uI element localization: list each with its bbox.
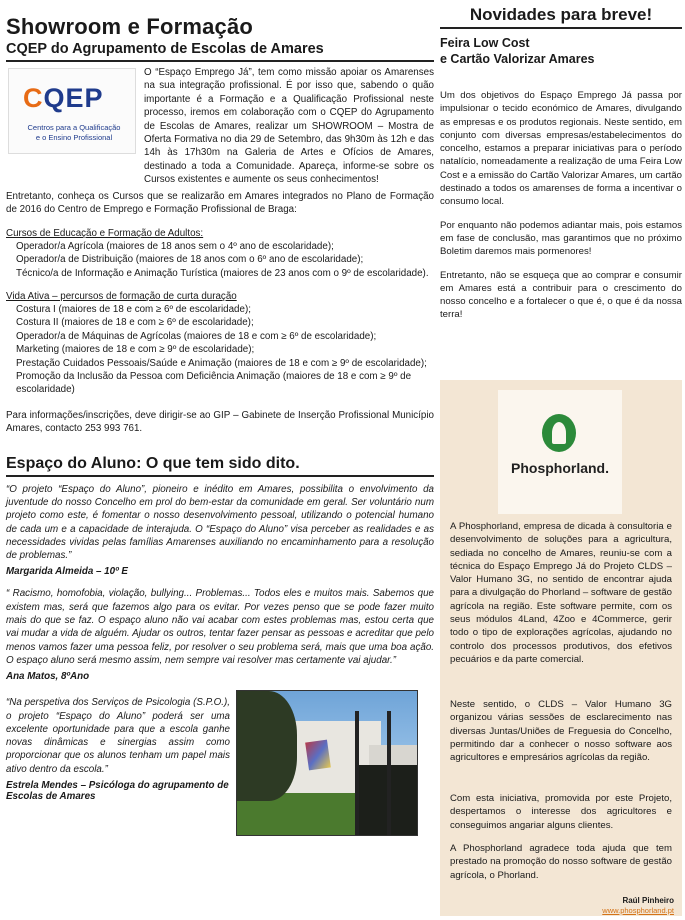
news-subtitle-line2: e Cartão Valorizar Amares xyxy=(440,52,595,66)
list-item: Marketing (maiores de 18 e com ≥ 9º de escolaridade); xyxy=(16,344,255,356)
quote-estrela-block xyxy=(6,696,230,802)
phosphorland-logo xyxy=(498,390,622,514)
photo-tree xyxy=(236,691,297,801)
phos-paragraph-1: A Phosphorland, empresa de dicada à consultoria e desenvolvimento de soluções para a agricultura, sediada no concelho de Amares, reuniu-se com a técnica do Espaço Emprego Já do Projeto CLDS – Valor Humano 3G, no sentido de encontrar ajuda para a divulgação do Phorland – software de gestão agrícola na região. Este software permite, com os seus módulos 4Land, 4Zoo e 4Commerce, gerir todo o tipo de explorações agrícolas, ajudando no controlo dos processos produtivos, dos efetivos pecuários e da parte comercial. xyxy=(450,521,672,665)
cqep-logo-line1: Centros para a Qualificação xyxy=(27,123,121,132)
quote-author-margarida: Margarida Almeida – 10º E xyxy=(6,566,128,578)
news-subtitle-line1: Feira Low Cost xyxy=(440,36,530,50)
news-paragraph-3: Entretanto, não se esqueça que ao comprar e consumir em Amares está a contribuir para o crescimento do nosso concelho e a fortalecer o que é, o que é da nossa terra! xyxy=(440,269,682,321)
quote-margarida: “O projeto “Espaço do Aluno”, pioneiro e inédito em Amares, possibilita o envolvimento da juventude do nosso Concelho em prol do bem-estar da comunidade em geral. Ser voluntário num projeto como este, é fomentar o nosso desenvolvimento pessoal, utilizando o potencial humano de cada um e a capacidade de interajuda. O “Espaço do Aluno” visa perceber as realidades e as necessidades vividas pelas famílias Amarenses auxiliando no encaminhamento para a resolução de problemas.” xyxy=(6,483,434,562)
list-item: Operador/a de Máquinas de Agrícolas (maiores de 18 e com ≥ 6º de escolaridade); xyxy=(16,330,377,342)
phosphorland-wordmark: Phosphorland. xyxy=(511,460,609,476)
section-adult-education-title: Cursos de Educação e Formação de Adultos: xyxy=(6,227,204,239)
photo-mural xyxy=(305,740,331,771)
left-column xyxy=(6,0,434,920)
news-paragraph-2: Por enquanto não podemos adiantar mais, pois estamos em fase de conclusão, mas garantimos que no próximo Boletim daremos mais pormenores! xyxy=(440,219,682,258)
photo-pole xyxy=(355,711,359,836)
list-item: Costura I (maiores de 18 e com ≥ 6º de escolaridade); xyxy=(16,304,251,316)
section-title-espaco-aluno: Espaço do Aluno: O que tem sido dito. xyxy=(6,454,300,472)
phos-paragraph-4: A Phosphorland agradece toda ajuda que tem prestado na promoção do nosso software de gestão agrícola, o Phorland. xyxy=(450,843,672,881)
intro-text: O “Espaço Emprego Já”, tem como missão apoiar os Amarenses na sua integração profissional. É por isso que, sabendo o quão importante é a Formação e a Qualificação Profissional neste processo, iremos em colaboração com o CQEP do Agrupamento de Escolas de Amares, realizar um SHOWROOM – Mostra de Oferta Formativa no dia 29 de Setembro, das 9h30m às 12h e das 14h às 17h30m na Galeria de Artes e Ofícios de Amares, destinado a toda a Comunidade. Apareça, informe-se sobre os Cursos existentes e aumente os seus conhecimentos! xyxy=(144,67,434,186)
intro-block xyxy=(6,66,434,186)
news-title: Novidades para breve! xyxy=(469,5,653,24)
cqep-logo xyxy=(8,68,136,154)
page-subtitle: CQEP do Agrupamento de Escolas de Amares xyxy=(6,41,324,57)
title-divider xyxy=(6,60,434,62)
contact-info: Para informações/inscrições, deve dirigir-se ao GIP – Gabinete de Inserção Profissional Município Amares, contacto 253 993 761. xyxy=(6,409,434,435)
phos-paragraph-2: Neste sentido, o CLDS – Valor Humano 3G organizou várias sessões de esclarecimento nas diversas Juntas/Uniões de Freguesia do Concelho, permitindo dar a conhecer o nosso software aos agricultores e empresários agrícolas da região. xyxy=(450,699,672,764)
quote-author-estrela: Estrela Mendes – Psicóloga do agrupamento de Escolas de Amares xyxy=(6,780,229,803)
list-item: Promoção da Inclusão da Pessoa com Deficiência Animação (maiores de 18 e com ≥ 9º de escolaridade) xyxy=(16,371,412,396)
photo-pole xyxy=(387,711,391,836)
quote-estrela: “Na perspetiva dos Serviços de Psicologia (S.P.O.), o projeto “Espaço do Aluno” poderá ser uma excelente oportunidade para que a escola ganhe novas dinâmicas e sinergias assim como proporcionar que os alunos tenham um papel mais ativo dentro da escola.” xyxy=(6,697,230,775)
phos-paragraph-3: Com esta iniciativa, promovida por este Projeto, despertamos o interesse dos agricultores e conseguimos angariar alguns clientes. xyxy=(450,793,672,831)
list-item: Prestação Cuidados Pessoais/Saúde e Animação (maiores de 18 e com ≥ 9º de escolaridade); xyxy=(16,357,427,369)
list-item: Costura II (maiores de 18 e com ≥ 6º de escolaridade); xyxy=(16,317,254,329)
leaf-icon-inner xyxy=(552,422,566,444)
news-divider xyxy=(440,27,682,29)
cqep-wordmark: CQEP xyxy=(23,83,104,113)
section-vida-ativa-title: Vida Ativa – percursos de formação de curta duração xyxy=(6,291,237,303)
news-paragraph-1: Um dos objetivos do Espaço Emprego Já passa por impulsionar o tecido económico de Amares, divulgando as empresas e os produtos regionais. Neste sentido, em conjunto com diversas empresas/estabelecimentos do concelho, estamos a preparar iniciativas para o período natalício, nomeadamente a realização de uma Feira Low Cost e a emissão do Cartão Valorizar Amares, um cartão destinado a todos os amarenses de forma a incentivar o consumo local. xyxy=(440,90,682,208)
page-title: Showroom e Formação xyxy=(6,14,254,39)
list-item: Operador/a de Distribuição (maiores de 18 anos com o 6º ano de escolaridade); xyxy=(16,254,364,266)
list-item: Técnico/a de Informação e Animação Turística (maiores de 23 anos com o 9º de escolaridade). xyxy=(16,267,429,279)
section-divider xyxy=(6,475,434,477)
quote-author-ana: Ana Matos, 8ºAno xyxy=(6,671,90,683)
quote-ana: “ Racismo, homofobia, violação, bullying... Problemas... Todos eles e muitos mais. Sabemos que existem mas, será que fazemos algo para os evitar. Por vezes penso que se pode fazer muito mais do que se faz. O espaço aluno não vai acabar com estes problemas mas, estou certa que vai mudar a vida de alguém. Ajudar os outros, tentar fazer pensar as pessoas e acreditar que pelo menos vamos fazer uma pessoa feliz, por resolver o seu problema será, mais que uma boa ação. O espaço aluno será mesmo assim, nem sempre vai resolver mas certamente vai ajudar.” xyxy=(6,588,434,666)
phosphorland-link[interactable]: www.phosphorland.pt xyxy=(602,906,674,915)
bottom-row xyxy=(6,696,434,844)
signature: Raúl Pinheiro xyxy=(622,896,674,905)
list-item: Operador/a Agrícola (maiores de 18 anos sem o 4º ano de escolaridade); xyxy=(16,240,334,252)
cqep-logo-line2: e o Ensino Profissional xyxy=(35,133,113,142)
right-column xyxy=(440,0,682,920)
phosphorland-box xyxy=(440,380,682,916)
school-photo xyxy=(236,690,418,836)
courses-intro: Entretanto, conheça os Cursos que se realizarão em Amares integrados no Plano de Formação de 2016 do Centro de Emprego e Formação Profissional de Braga: xyxy=(6,191,434,216)
